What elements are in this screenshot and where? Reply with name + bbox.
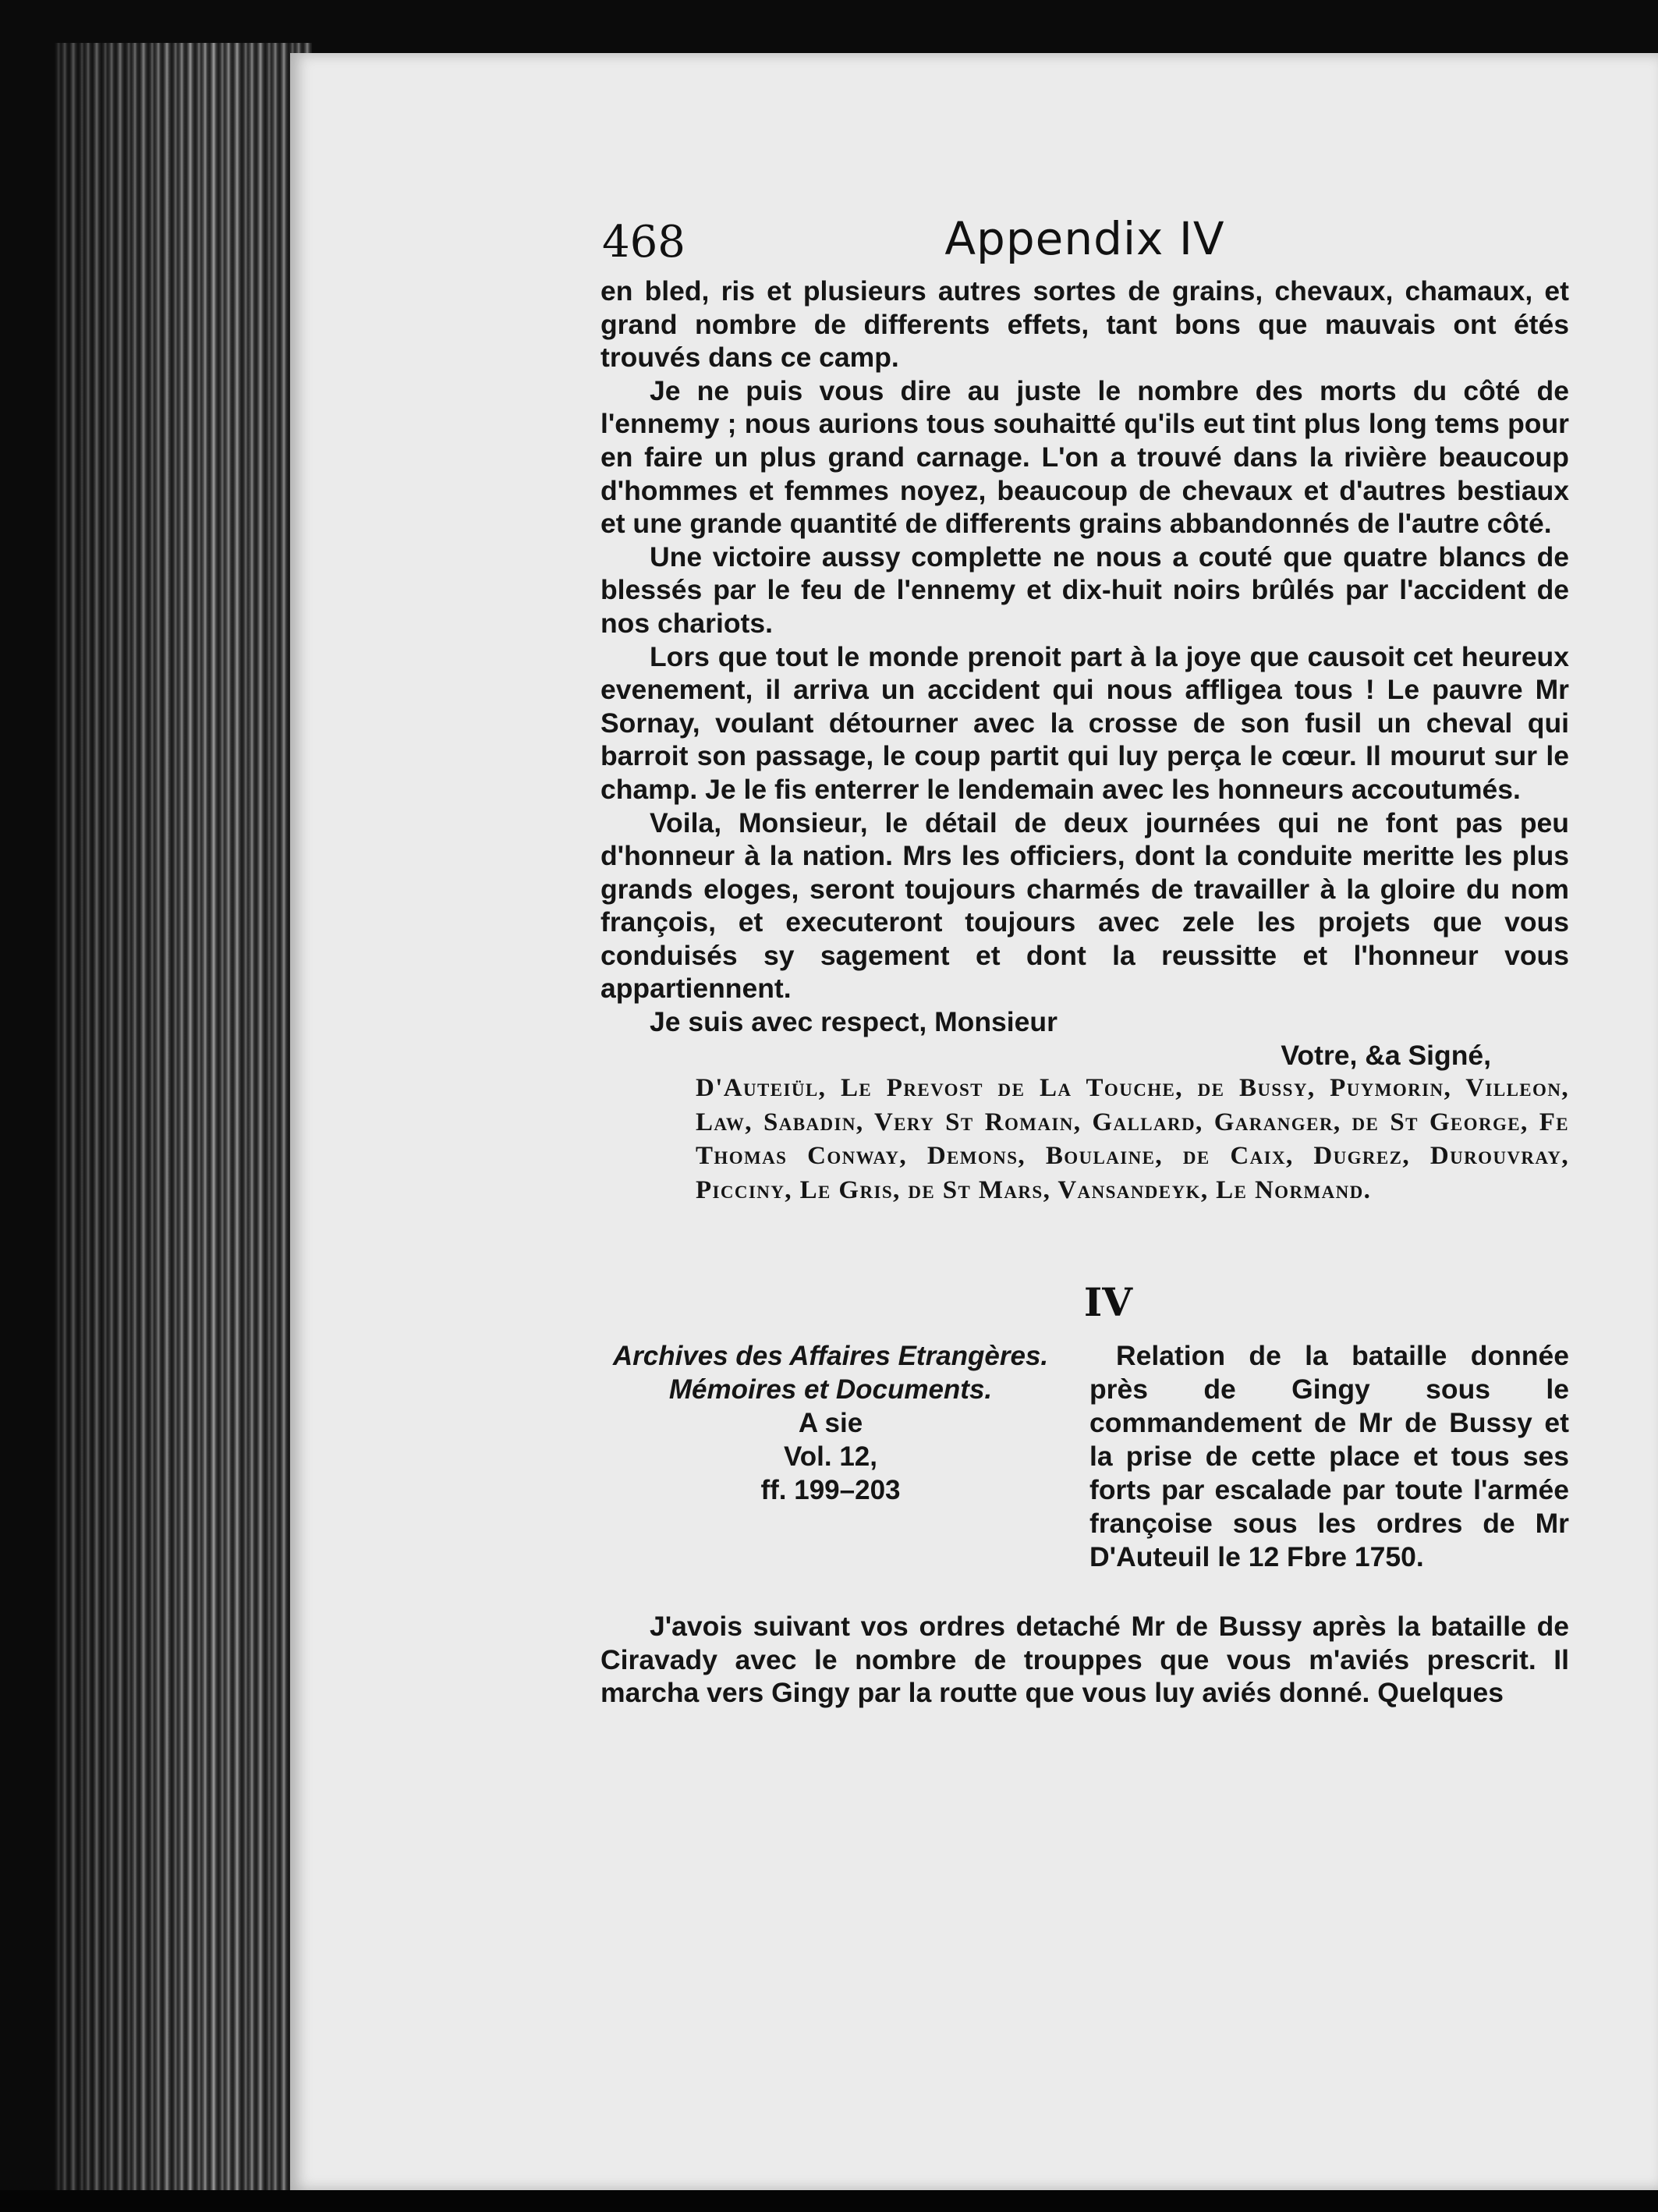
paragraph-continued: en bled, ris et plusieurs autres sortes de grains, chevaux, chamaux, et grand nombre de differents effets, tant bons que mauvais ont étés trouvés dans ce camp.: [600, 275, 1569, 374]
source-line: A sie: [798, 1408, 863, 1439]
running-head: [600, 212, 1569, 275]
source-line: Archives des Affaires Etrangères.: [612, 1341, 1049, 1372]
source-line: ff. 199–203: [760, 1475, 901, 1506]
archive-source: [600, 1339, 1061, 1507]
page-number: 468: [602, 217, 686, 268]
book-spine-shadow: [55, 43, 312, 2192]
paragraph: Une victoire aussy complette ne nous a couté que quatre blancs de blessés par le feu de l'ennemy et dix-huit noirs brûlés par l'accident de nos chariots.: [600, 541, 1569, 639]
scan-border: [0, 2190, 1658, 2212]
closing-line: Je suis avec respect, Monsieur: [650, 1006, 1058, 1038]
document-title: [1089, 1339, 1569, 1574]
paragraph: Je ne puis vous dire au juste le nombre des morts du côté de l'ennemy ; nous aurions tous souhaitté qu'ils eut tint plus long tems pour en faire un plus grand carnage. L'on a trouvé dans la rivière beaucoup d'hommes et femmes noyez, beaucoup de chevaux et d'autres bestiaux et une grande quantité de differents grains abbandonnés de l'autre côté.: [600, 374, 1569, 540]
paragraph: Lors que tout le monde prenoit part à la joye que causoit cet heureux evenement, il arriva un accident qui nous affligea tous ! Le pauvre Mr Sornay, voulant détourner avec la crosse de son fusil un cheval qui barroit son passage, le coup partit qui luy perça le cœur. Il mourut sur le champ. Je le fis enterrer le lendemain avec les honneurs accoutumés.: [600, 640, 1569, 805]
page-title: Appendix IV: [944, 212, 1225, 265]
paragraph: J'avois suivant vos ordres detaché Mr de Bussy après la bataille de Ciravady avec le nombre de trouppes que vous m'aviés prescrit. Il marcha vers Gingy par la routte que vous luy aviés donné. Quelques: [600, 1611, 1569, 1709]
letter-body: [600, 275, 1569, 1072]
source-line: Mémoires et Documents.: [668, 1374, 993, 1406]
page-text-area: [600, 212, 1569, 1710]
source-line: Vol. 12,: [784, 1441, 877, 1473]
paragraph: Voila, Monsieur, le détail de deux journées qui ne font pas peu d'honneur à la nation. Mrs les officiers, dont la conduite meritte les plus grands eloges, seront toujours charmés de travailler à la gloire du nom françois, et executeront toujours avec zele les projets que vous conduisés sy sagement et dont la reussitte et l'honneur vous appartiennent.: [600, 806, 1569, 1005]
signature-intro: Votre, &a Signé,: [1281, 1039, 1491, 1071]
document-body: [600, 1610, 1569, 1710]
signatories-list: D'Auteiül, Le Prevost de La Touche, de Bussy, Puymorin, Villeon, Law, Sabadin, Very St Romain, Gallard, Garanger, de St George, Fe Thomas Conway, Demons, Boulaine, de Caix, Dugrez, Durouvray, Picciny, Le Gris, de St Mars, Vansandeyk, Le Normand.: [696, 1074, 1569, 1204]
section-number: IV: [1083, 1279, 1133, 1326]
document-header: [600, 1339, 1569, 1593]
relation-title: Relation de la bataille donnée près de Gingy sous le commandement de Mr de Bussy et la prise de cette place et tous ses forts par escalade par toute l'armée françoise sous les ordres de Mr D'Auteuil le 12 Fbre 1750.: [1089, 1340, 1569, 1573]
